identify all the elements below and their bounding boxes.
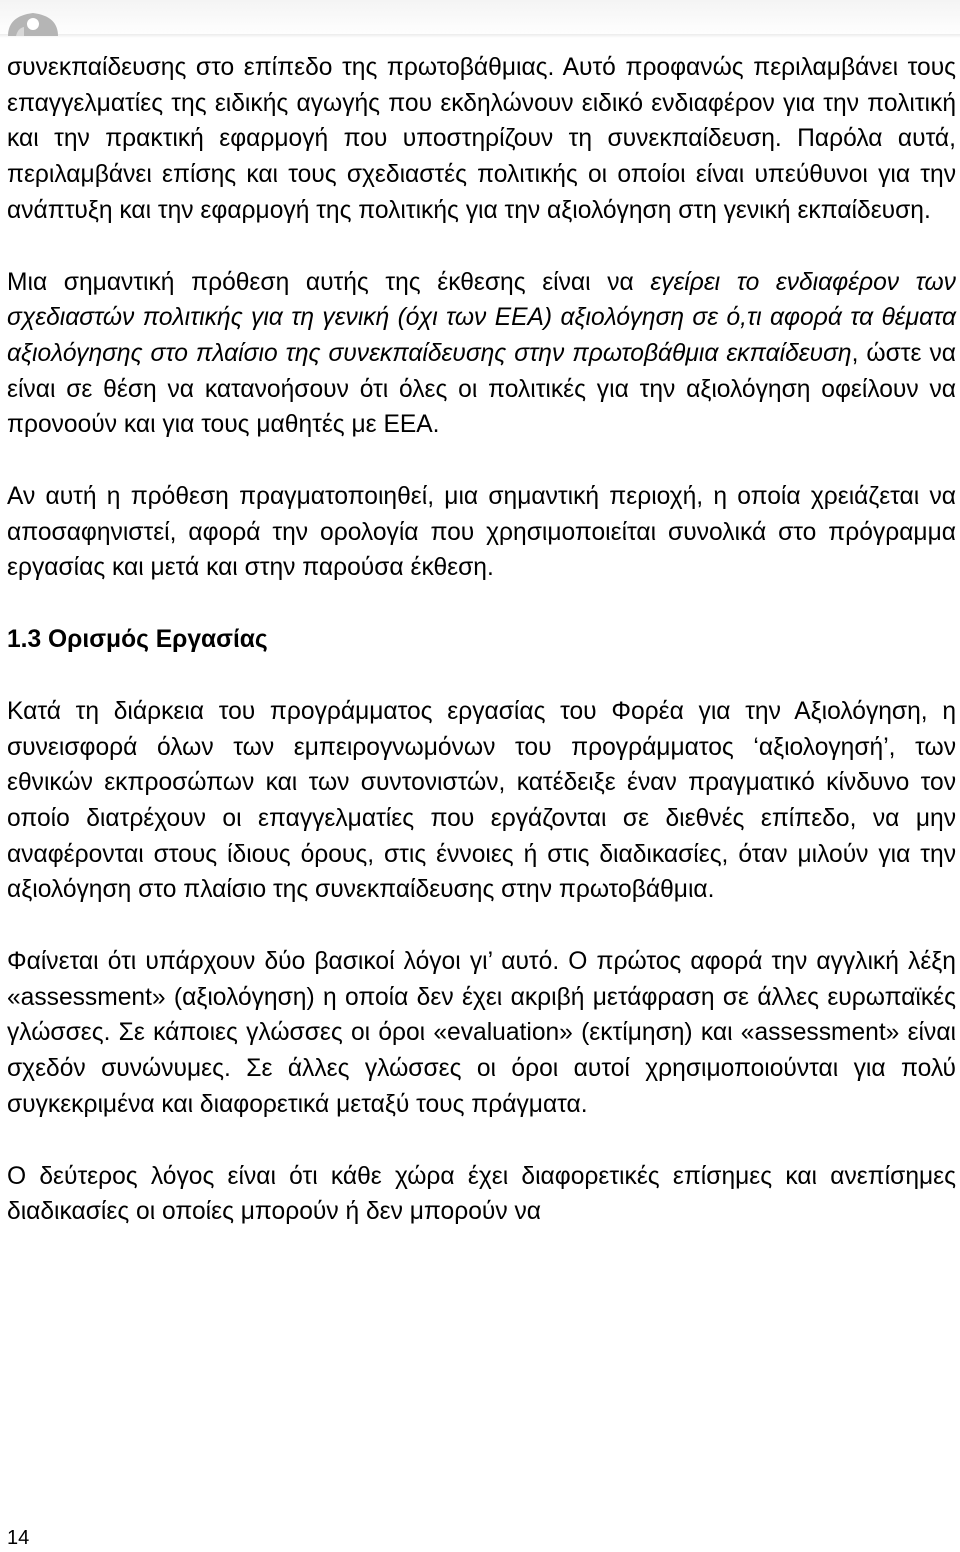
agency-logo-icon [2,0,64,36]
document-body [7,50,956,1230]
paragraph-intention [7,265,956,444]
page-header [0,0,960,38]
paragraph-text: , ώστε να είναι σε θέση να κατανοήσουν ότι όλες οι πολιτικές για την αξιολόγηση οφείλουν να προνοούν και για τους μαθητές με ΕΕΑ. [7,339,956,439]
paragraph-italic-text: εγείρει το ενδιαφέρον των σχεδιαστών πολιτικής για τη γενική (όχι των ΕΕΑ) αξιολόγηση σε ό,τι αφορά τα θέματα αξιολόγησης στο πλαίσιο της συνεκπαίδευσης στην πρωτοβάθμια εκπαίδευση [7,268,956,367]
paragraph-text: Μια σημαντική πρόθεση αυτής της έκθεσης είναι να [7,268,651,296]
paragraph: Κατά τη διάρκεια του προγράμματος εργασίας του Φορέα για την Αξιολόγηση, η συνεισφορά όλων των εμπειρογνωμόνων του προγράμματος ‘αξιολογησή’, των εθνικών εκπροσώπων και των συντονιστών, κατέδειξε έναν πραγματικό κίνδυνο τον οποίο διατρέχουν οι επαγγελματίες που εργάζονται σε διεθνές επίπεδο, να μην αναφέρονται στους ίδιους όρους, στις έννοιες ή στις διαδικασίες, όταν μιλούν για την αξιολόγηση στο πλαίσιο της συνεκπαίδευσης στην πρωτοβάθμια. [7,697,956,904]
paragraph: συνεκπαίδευσης στο επίπεδο της πρωτοβάθμιας. Αυτό προφανώς περιλαμβάνει τους επαγγελματίες της ειδικής αγωγής που εκδηλώνουν ειδικό ενδιαφέρον για την πολιτική και την πρακτική εφαρμογή που υποστηρίζουν τη συνεκπαίδευση. Παρόλα αυτά, περιλαμβάνει επίσης και τους σχεδιαστές πολιτικής οι οποίοι είναι υπεύθυνοι για την ανάπτυξη και την εφαρμογή της πολιτικής για την αξιολόγηση στη γενική εκπαίδευση. [7,54,956,224]
paragraph: Φαίνεται ότι υπάρχουν δύο βασικοί λόγοι γι’ αυτό. Ο πρώτος αφορά την αγγλική λέξη «assessment» (αξιολόγηση) η οποία δεν έχει ακριβή μετάφραση σε άλλες ευρωπαϊκές γλώσσες. Σε κάποιες γλώσσες οι όροι «evaluation» (εκτίμηση) και «assessment» είναι σχεδόν συνώνυμες. Σε άλλες γλώσσες οι όροι αυτοί χρησιμοποιούνται για πολύ συγκεκριμένα και διαφορετικά μεταξύ τους πράγματα. [7,948,956,1118]
page-number: 14 [7,1527,30,1549]
section-heading: 1.3 Ορισμός Εργασίας [7,626,268,654]
paragraph: Ο δεύτερος λόγος είναι ότι κάθε χώρα έχει διαφορετικές επίσημες και ανεπίσημες διαδικασίες οι οποίες μπορούν ή δεν μπορούν να [7,1162,956,1226]
header-divider [0,34,960,38]
paragraph: Αν αυτή η πρόθεση πραγματοποιηθεί, μια σημαντική περιοχή, η οποία χρειάζεται να αποσαφηνιστεί, αφορά την ορολογία που χρησιμοποιείται συνολικά στο πρόγραμμα εργασίας και μετά και στην παρούσα έκθεση. [7,483,956,582]
